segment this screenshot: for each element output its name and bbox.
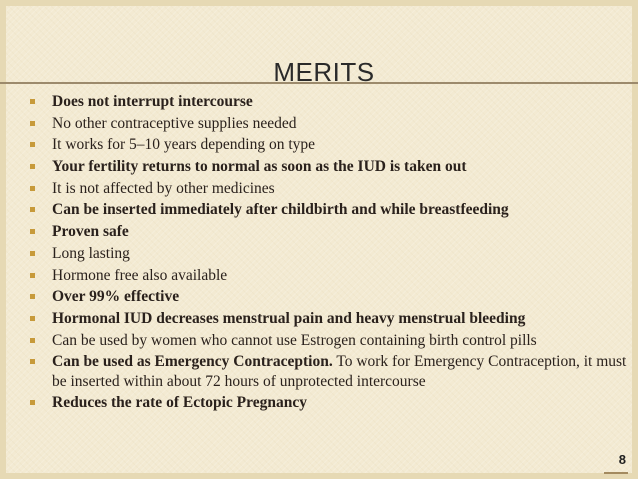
list-item [28,287,628,307]
square-bullet-icon [30,294,35,299]
square-bullet-icon [30,121,35,126]
bullet-text: Can be used as Emergency Contraception. [52,353,333,371]
square-bullet-icon [30,142,35,147]
list-item [28,135,628,155]
bullet-text: Can be used by women who cannot use Estrogen containing birth control pills [52,331,537,349]
square-bullet-icon [30,316,35,321]
list-item [28,222,628,242]
list-item [28,331,628,351]
square-bullet-icon [30,164,35,169]
list-item [28,266,628,286]
page-number-underline [604,472,628,474]
page-number: 8 [618,452,626,467]
slide-title-container [268,58,380,86]
slide-title: MERITS [273,57,375,87]
bullet-list [28,92,628,415]
bullet-text: It is not affected by other medicines [52,179,275,197]
bullet-text: Long lasting [52,244,130,262]
list-item [28,200,628,220]
bullet-text: Does not interrupt intercourse [52,93,253,110]
square-bullet-icon [30,400,35,405]
square-bullet-icon [30,229,35,234]
bullet-text: Your fertility returns to normal as soon as the IUD is taken out [52,158,467,176]
square-bullet-icon [30,99,35,104]
bullet-text: Proven safe [52,223,129,241]
slide-frame-bottom [0,473,638,479]
square-bullet-icon [30,273,35,278]
square-bullet-icon [30,338,35,343]
bullet-text: Hormonal IUD decreases menstrual pain and heavy menstrual bleeding [52,309,526,327]
bullet-text-continuation: To work for Emergency Contraception, it must be inserted within about 72 hours of unprotected intercourse [52,353,627,390]
slide-frame-left [0,0,6,479]
list-item [28,244,628,264]
slide-frame-right [632,0,638,479]
list-item [28,309,628,329]
slide-frame-top [0,0,638,6]
square-bullet-icon [30,251,35,256]
bullet-text: No other contraceptive supplies needed [52,114,297,132]
bullet-text: Reduces the rate of Ectopic Pregnancy [52,394,307,412]
bullet-text: Hormone free also available [52,266,228,284]
square-bullet-icon [30,186,35,191]
bullet-text: It works for 5–10 years depending on type [52,136,316,154]
list-item [28,157,628,177]
bullet-text: Over 99% effective [52,288,180,306]
list-item [28,92,628,112]
list-item [28,114,628,134]
square-bullet-icon [30,207,35,212]
list-item [28,179,628,199]
list-item [28,352,628,391]
list-item [28,393,628,413]
bullet-text: Can be inserted immediately after childbirth and while breastfeeding [52,201,509,219]
square-bullet-icon [30,359,35,364]
